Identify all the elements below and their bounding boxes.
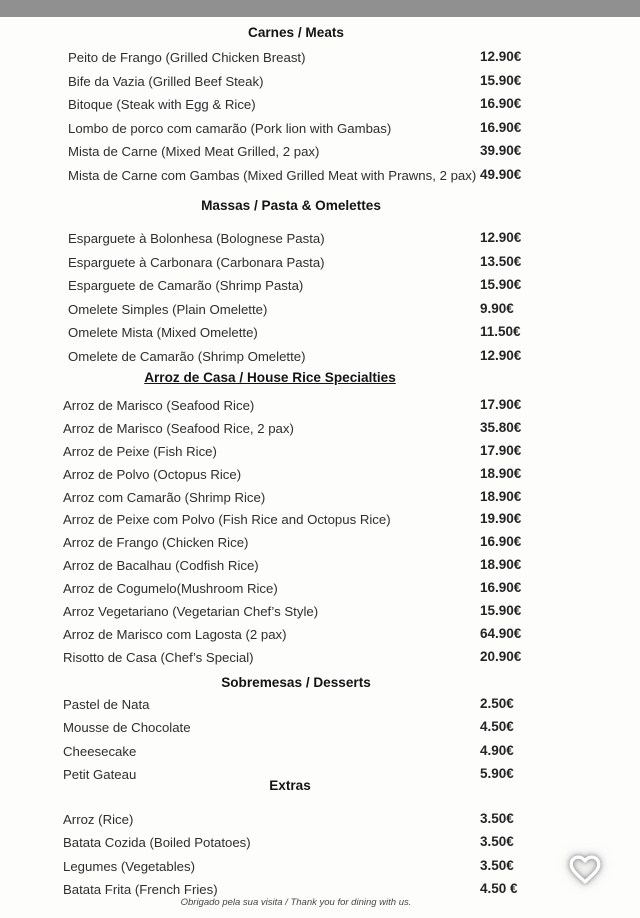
menu-item-name: Arroz de Polvo (Octopus Rice) (63, 466, 242, 482)
section-rows (0, 394, 592, 669)
menu-item-price: 64.90€ (480, 625, 522, 641)
menu-item-price: 35.80€ (480, 419, 522, 435)
menu-section-massas (0, 198, 592, 368)
menu-item-name: Cheesecake (63, 743, 137, 759)
menu-item-name: Batata Cozida (Boiled Potatoes) (63, 835, 251, 851)
top-gray-bar (0, 0, 640, 17)
menu-item-row (0, 554, 592, 577)
menu-section-sobremesas (0, 675, 592, 787)
menu-section-extras (0, 778, 592, 902)
section-title-arroz: Arroz de Casa / House Rice Specialties (144, 370, 396, 385)
menu-item-price: 16.90€ (480, 580, 522, 596)
menu-item-row (0, 227, 592, 251)
menu-item-row (0, 855, 592, 878)
menu-item-name: Risotto de Casa (Chef’s Special) (63, 649, 254, 665)
menu-item-price: 15.90€ (480, 72, 522, 88)
menu-item-name: Bife da Vazia (Grilled Beef Steak) (68, 73, 264, 89)
menu-item-price: 12.90€ (480, 230, 522, 245)
menu-item-price: 2.50€ (480, 696, 514, 711)
section-rows (0, 693, 592, 787)
menu-item-price: 16.90€ (480, 96, 522, 111)
menu-item-row (0, 117, 592, 141)
menu-item-name: Arroz de Bacalhau (Codfish Rice) (63, 558, 259, 574)
menu-item-name: Omelete de Camarão (Shrimp Omelette) (68, 348, 306, 364)
menu-item-row (0, 716, 592, 739)
menu-item-name: Esparguete de Camarão (Shrimp Pasta) (68, 278, 304, 293)
footer-thank-you-note: Obrigado pela sua visita / Thank you for dining with us. (180, 897, 412, 908)
menu-item-price: 11.50€ (480, 324, 521, 339)
menu-item-price: 4.90€ (480, 742, 514, 758)
menu-item-price: 5.90€ (480, 766, 514, 782)
menu-item-row (0, 321, 592, 345)
menu-item-price: 18.90€ (480, 465, 522, 481)
menu-item-row (0, 298, 592, 322)
menu-item-row (0, 274, 592, 298)
menu-item-price: 4.50 € (480, 881, 518, 897)
menu-item-price: 16.90€ (480, 119, 522, 135)
menu-item-row (0, 164, 592, 188)
menu-item-row (0, 70, 592, 94)
menu-item-name: Legumes (Vegetables) (63, 858, 195, 874)
menu-item-row (0, 440, 592, 463)
menu-item-price: 15.90€ (480, 277, 522, 292)
menu-item-row (0, 508, 592, 531)
menu-item-row (0, 140, 592, 164)
menu-item-name: Pastel de Nata (63, 697, 150, 712)
menu-item-row (0, 251, 592, 275)
menu-item-name: Arroz de Marisco com Lagosta (2 pax) (63, 626, 287, 642)
menu-item-name: Omelete Simples (Plain Omelette) (68, 301, 268, 317)
menu-item-price: 16.90€ (480, 534, 522, 550)
menu-item-name: Arroz Vegetariano (Vegetarian Chef’s Style) (63, 604, 319, 620)
menu-item-name: Petit Gateau (63, 767, 137, 783)
menu-item-price: 3.50€ (480, 834, 514, 850)
menu-section-carnes (0, 25, 592, 187)
menu-item-price: 17.90€ (480, 397, 522, 412)
menu-item-name: Arroz de Peixe (Fish Rice) (63, 443, 217, 459)
menu-item-row (0, 394, 592, 417)
menu-item-name: Batata Frita (French Fries) (63, 882, 218, 898)
menu-item-price: 39.90€ (480, 143, 522, 158)
menu-item-name: Mousse de Chocolate (63, 720, 191, 736)
menu-item-row (0, 345, 592, 369)
menu-item-name: Mista de Carne com Gambas (Mixed Grilled Meat with Prawns, 2 pax) (68, 167, 477, 183)
menu-item-price: 15.90€ (480, 603, 522, 619)
section-rows (0, 808, 592, 902)
menu-item-price: 18.90€ (480, 557, 522, 573)
menu-item-name: Arroz de Frango (Chicken Rice) (63, 535, 249, 551)
menu-item-row (0, 623, 592, 646)
menu-item-price: 18.90€ (480, 488, 522, 504)
menu-item-row (0, 577, 592, 600)
menu-item-row (0, 808, 592, 831)
heart-like-button[interactable] (566, 850, 604, 888)
section-rows (0, 46, 592, 187)
menu-item-row (0, 463, 592, 486)
menu-item-name: Lombo de porco com camarão (Pork lion with Gambas) (68, 120, 392, 136)
heart-icon (566, 875, 604, 892)
menu-item-name: Peito de Frango (Grilled Chicken Breast) (68, 50, 306, 65)
menu-item-price: 19.90€ (480, 511, 522, 527)
menu-item-row (0, 93, 592, 117)
menu-item-row (0, 46, 592, 70)
menu-item-row (0, 417, 592, 440)
menu-item-name: Omelete Mista (Mixed Omelette) (68, 325, 258, 340)
menu-item-name: Mista de Carne (Mixed Meat Grilled, 2 pax) (68, 144, 320, 159)
menu-item-name: Bitoque (Steak with Egg & Rice) (68, 97, 256, 112)
menu-item-row (0, 531, 592, 554)
menu-section-arroz (0, 370, 592, 669)
section-title-carnes: Carnes / Meats (248, 25, 344, 40)
section-title-extras: Extras (269, 778, 311, 793)
menu-item-name: Arroz de Marisco (Seafood Rice) (63, 398, 255, 413)
menu-item-price: 13.50€ (480, 253, 522, 269)
menu-item-price: 9.90€ (480, 300, 514, 316)
section-title-sobremesas: Sobremesas / Desserts (221, 675, 371, 690)
menu-item-name: Arroz (Rice) (63, 812, 134, 827)
menu-item-price: 20.90€ (480, 648, 522, 664)
menu-item-row (0, 646, 592, 669)
menu-item-price: 4.50€ (480, 719, 514, 735)
menu-item-row (0, 693, 592, 716)
menu-item-row (0, 831, 592, 854)
section-title-massas: Massas / Pasta & Omelettes (201, 198, 381, 213)
menu-item-price: 17.90€ (480, 442, 522, 458)
menu-item-price: 12.90€ (480, 347, 522, 363)
menu-item-row (0, 486, 592, 509)
menu-item-row (0, 600, 592, 623)
menu-item-name: Arroz de Peixe com Polvo (Fish Rice and Octopus Rice) (63, 512, 391, 528)
menu-item-price: 3.50€ (480, 857, 514, 873)
menu-item-price: 12.90€ (480, 49, 522, 64)
section-rows (0, 227, 592, 368)
menu-item-name: Arroz com Camarão (Shrimp Rice) (63, 489, 266, 505)
menu-item-price: 49.90€ (480, 166, 522, 182)
menu-item-name: Esparguete à Carbonara (Carbonara Pasta) (68, 254, 325, 270)
menu-item-price: 3.50€ (480, 811, 514, 826)
menu-item-name: Arroz de Cogumelo(Mushroom Rice) (63, 581, 278, 597)
menu-item-row (0, 740, 592, 763)
menu-item-name: Arroz de Marisco (Seafood Rice, 2 pax) (63, 420, 294, 436)
menu-item-name: Esparguete à Bolonhesa (Bolognese Pasta) (68, 231, 325, 246)
